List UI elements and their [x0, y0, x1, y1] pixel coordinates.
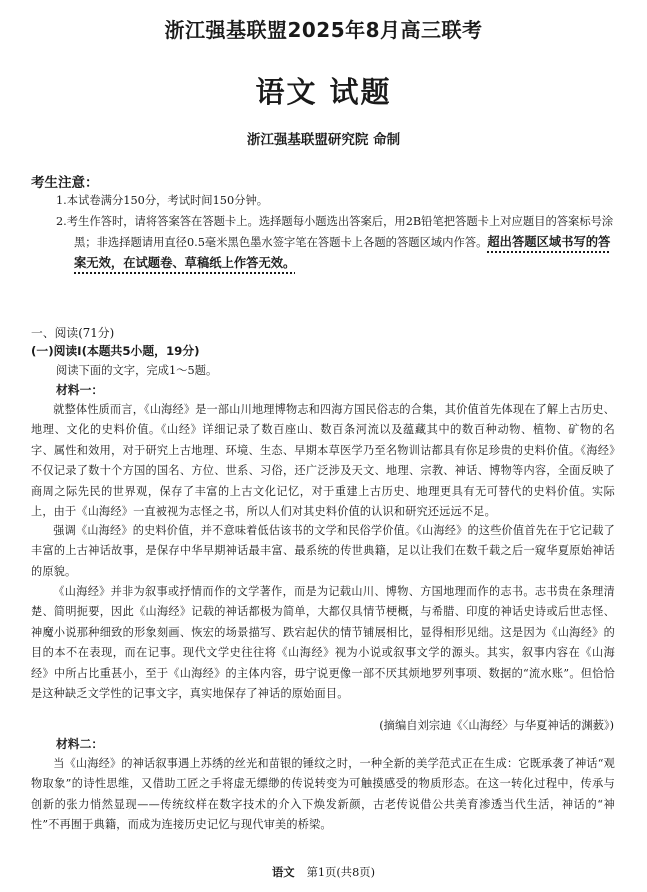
material1-paragraph: 强调《山海经》的史料价值，并不意味着低估该书的文学和民俗学价值。《山海经》的这些价值首先在于它记载了丰富的上古神话故事，是保存中华早期神话最丰富、最系统的传世典籍，足以让我们在数千载之后一窥华夏原始神话的原貌。	[31, 524, 615, 578]
publisher-line: 浙江强基联盟研究院 命制	[246, 132, 401, 148]
page-footer	[0, 864, 647, 880]
footer-subject: 语文	[272, 866, 295, 879]
material2-paragraph: 当《山海经》的神话叙事遇上苏绣的丝光和苗银的锤纹之时，一种全新的美学范式正在生成：它既承袭了神话“观物取象”的诗性思维，又借助工匠之手将虚无缥缈的传说转变为可触摸感受的物质形态。在这一转化过程中，传承与创新的张力悄然显现——传统纹样在数字技术的介入下焕发新颜，古老传说借公共美育渗透当代生活，神话的“神性”不再囿于典籍，而成为连接历史记忆与现代审美的桥梁。	[31, 757, 615, 832]
instruction: 阅读下面的文字，完成1～5题。	[56, 364, 218, 377]
notice-item-1: 1.本试卷满分150分，考试时间150分钟。	[56, 194, 269, 207]
material2-label: 材料二：	[56, 737, 104, 751]
notice-heading: 考生注意：	[31, 175, 99, 191]
material1-source: (摘编自刘宗迪《〈山海经〉与华夏神话的渊薮》)	[379, 719, 614, 732]
material1-label: 材料一：	[56, 383, 104, 397]
material1-paragraph: 《山海经》并非为叙事或抒情而作的文学著作，而是为记载山川、博物、方国地理而作的志书。志书贵在条理清楚、简明扼要，因此《山海经》记载的神话都极为简单，大都仅具情节梗概，与希腊、印度的神话史诗或后世志怪、神魔小说那种细致的形象刻画、恢宏的场景描写、跌宕起伏的情节铺展相比，显得相形见绌。这是因为《山海经》的目的本不在表现，而在记事。现代文学史往往将《山海经》视为小说或叙事文学的源头。其实，叙事内容在《山海经》中所占比重甚小，至于《山海经》的主体内容，毋宁说更像一部不厌其烦地罗列事项、数据的“流水账”。但恰恰是这种缺乏文学性的记事文字，真实地保存了神话的原始面目。	[31, 585, 615, 701]
notice-item-2-text: 2.考生作答时，请将答案答在答题卡上。选择题每小题选出答案后，用2B铅笔把答题卡上对应题目的答案标号涂黑；非选择题请用直径0.5毫米黑色墨水签字笔在答题卡上各题的答题区域内作答。	[56, 215, 614, 249]
sub-heading: (一)阅读Ⅰ(本题共5小题，19分)	[31, 344, 200, 358]
subject-title: 语文 试题	[255, 75, 392, 109]
notice-item-2	[56, 212, 617, 274]
exam-title: 浙江强基联盟2025年8月高三联考	[164, 18, 483, 42]
material1-paragraph: 就整体性质而言，《山海经》是一部山川地理博物志和四海方国民俗志的合集，其价值首先体现在了解上古历史、地理、文化的史料价值。《山经》详细记录了数百座山、数百条河流以及蕴藏其中的数百种动物、植物、矿物的名字、属性和效用，对于研究上古地理、环境、生态、早期本草医学乃至名物训诂都具有你足珍贵的史料价值。《海经》不仅记录了数十个方国的国名、方位、世系、习俗，还广泛涉及天文、地理、宗教、神话、博物等内容，全面反映了商周之际先民的世界观，保存了丰富的上古文化记忆，对于重建上古历史、地理更具有无可替代的史料价值。实际上，由于《山海经》一直被视为志怪之书，所以人们对其史料价值的认识和研究还远远不足。	[31, 403, 615, 519]
part-heading: 一、阅读(71分)	[31, 326, 115, 340]
notice-emphasis: 超出答题区域书写的答案无效，在试题卷、草稿纸上作答无效。	[74, 235, 611, 270]
footer-page-number: 第1页(共8页)	[306, 866, 375, 879]
